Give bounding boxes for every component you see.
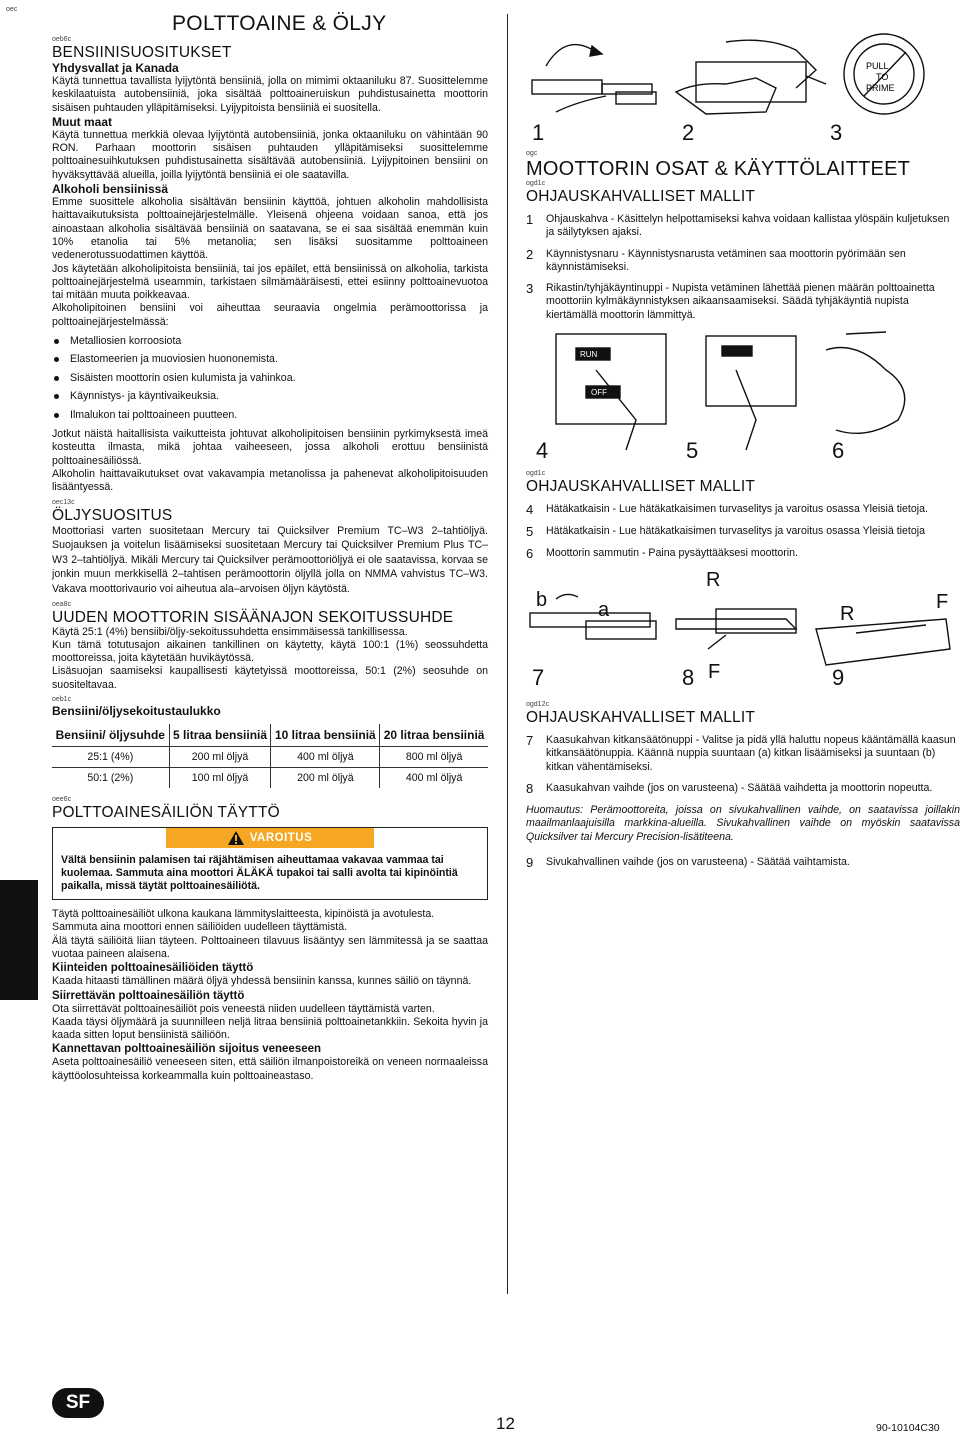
- list-item: [526, 282, 960, 322]
- paragraph: Kun tämä totutusajon aikainen tankillinen on käytetty, käytä 100:1 (1%) seossuhdetta moottoreissa, joita käytetään huvikäytössä.: [52, 638, 488, 665]
- item-text: Moottorin sammutin - Paina pysäyttääksesi moottorin.: [546, 547, 798, 560]
- throttle-illustration: [526, 569, 960, 701]
- list-item: Elastomeerien ja muoviosien huononemista.: [52, 350, 488, 368]
- item-number: 9: [526, 854, 534, 870]
- prime-label: PRIME: [866, 83, 895, 93]
- off-label: OFF: [591, 388, 607, 398]
- mix-table: [52, 724, 488, 788]
- subsection-title: OHJAUSKAHVALLISET MALLIT: [526, 709, 756, 727]
- warning-triangle-icon: [228, 831, 244, 845]
- figure-label: 7: [532, 665, 545, 691]
- table-cell: 50:1 (2%): [52, 768, 169, 789]
- table-header: 20 litraa bensiiniä: [380, 724, 488, 747]
- list-item: [526, 248, 960, 275]
- paragraph: Käytä 25:1 (4%) bensiibi/öljy-sekoitussuhdetta ensimmäisessä tankillisessa.: [52, 625, 408, 638]
- run-label: RUN: [580, 350, 598, 360]
- item-number: 2: [526, 246, 534, 262]
- gear-label: F: [936, 591, 949, 614]
- item-text: Rikastin/tyhjäkäyntinuppi - Nupista vetäminen lähettää pienen määrän polttoainetta moottoriin kylmäkäynnistyksen aikaansaamiseksi. Säädä tyhjäkäyntiä nupista kiertämällä moottorin lämmittyä.: [546, 282, 935, 321]
- section-code: oee6c: [52, 796, 72, 804]
- item-number: 4: [526, 502, 534, 518]
- stop-switch-illustration: [526, 330, 960, 470]
- paragraph: Täytä polttoainesäiliöt ulkona kaukana lämmityslaitteesta, kipinöistä ja avotulesta.: [52, 908, 435, 921]
- item-text: Kaasukahvan kitkansäätönuppi - Valitse ja pidä yllä haluttu nopeus kääntämällä kaasun kitkansäätönuppia. Käännä nuppia suuntaan (a) kitkan lisäämiseksi ja suuntaan (b) kitkan vähentämiseksi.: [546, 734, 956, 773]
- list-item: [526, 547, 960, 561]
- page-title: POLTTOAINE & ÖLJY: [172, 12, 387, 35]
- page-number: 12: [496, 1414, 515, 1433]
- gear-label: R: [840, 603, 855, 626]
- list-item: Metalliosien korroosiota: [52, 332, 488, 350]
- paragraph: Aseta polttoainesäiliö veneeseen siten, että säiliön ilmanpoistoreikä on veneen normaaleissa käyttöolosuhteissa korkeammalla kuin polttoaineastaso.: [52, 1056, 488, 1082]
- list-item: [526, 213, 960, 240]
- page-code: oec: [6, 6, 18, 13]
- paragraph: Alkoholipitoinen bensiini voi aiheuttaa seuraavia ongelmia perämoottorissa ja polttoainejärjestelmässä:: [52, 302, 488, 328]
- item-text: Käynnistysnaru - Käynnistysnarusta vetäminen saa moottorin pyörimään sen käynnistämiseksi.: [546, 247, 906, 273]
- warning-text: Vältä bensiinin palamisen tai räjähtämisen aiheuttamaa vakavaa vammaa tai kuolemaa. Sammuta aina moottori ÄLÄKÄ tupakoi tai salli avolta tai kipinöintiä paikalla, missä täytät polttoainesäiliötä.: [61, 854, 458, 893]
- section-code: ogc: [526, 150, 538, 157]
- item-text: Hätäkatkaisin - Lue hätäkatkaisimen turvaselitys ja varoitus osassa Yleisiä tietoja.: [546, 503, 928, 516]
- table-cell: 200 ml öljyä: [271, 768, 380, 789]
- paragraph: Alkoholin haittavaikutukset ovat vakavampia metanolissa ja pahenevat alkoholipitoisuuden lisääntyessä.: [52, 467, 488, 494]
- figure-controls-2: [526, 330, 960, 470]
- prime-label: TO: [876, 72, 889, 82]
- subsection-title: OHJAUSKAHVALLISET MALLIT: [526, 188, 756, 205]
- section-title-tank-filling: POLTTOAINESÄILIÖN TÄYTTÖ: [52, 804, 280, 822]
- paragraph: Kaada täysi öljymäärä ja suunnilleen neljä litraa bensiiniä polttoainetankkiin. Sekoita hyvin ja kaada sitten loput bensiinistä säiliöön.: [52, 1015, 488, 1042]
- paragraph: Käytä tunnettua merkkiä olevaa lyijytöntä autobensiiniä, jonka oktaaniluku on vähintään 90 RON. Parhaan moottorin sisäisen puhtauden ylläpitämiseksi suosittelemme polttoainesuihkutuksen puhdistusainetta sisältävää autobensiiniä. Lyijypitoinen bensiini on hyväksyttävää alueilla, joilla lyijytöntä bensiiniä ei ole saatavilla.: [52, 128, 488, 181]
- subheading-tank-placement: Kannettavan polttoainesäiliön sijoitus veneeseen: [52, 1043, 322, 1056]
- figure-label: 2: [682, 120, 695, 145]
- column-divider: [507, 14, 508, 1294]
- table-row: [52, 768, 488, 789]
- section-code: oec13c: [52, 498, 75, 506]
- item-list-b: [526, 503, 960, 561]
- item-text: Sivukahvallinen vaihde (jos on varusteena) - Säätää vaihtamista.: [546, 855, 850, 868]
- section-title-break-in: UUDEN MOOTTORIN SISÄÄNAJON SEKOITUSSUHDE: [52, 608, 454, 626]
- subheading-usa-canada: Yhdysvallat ja Kanada: [52, 61, 179, 75]
- figure-label: 5: [686, 438, 699, 464]
- warning-header: [166, 828, 374, 848]
- prime-label: [866, 61, 889, 71]
- section-code: ogd1c: [526, 180, 546, 187]
- section-title-parts: MOOTTORIN OSAT & KÄYTTÖLAITTEET: [526, 158, 911, 180]
- paragraph: Sammuta aina moottori ennen säiliöiden uudelleen täyttämistä.: [52, 921, 348, 934]
- section-code: ogd12c: [526, 701, 549, 709]
- list-item: [526, 734, 960, 774]
- list-item: [526, 503, 960, 517]
- item-number: 5: [526, 524, 534, 540]
- list-item: Ilmalukon tai polttoaineen puutteen.: [52, 406, 488, 424]
- subheading-other-countries: Muut maat: [52, 114, 112, 129]
- section-title-oil: ÖLJYSUOSITUS: [52, 506, 173, 524]
- item-number: 1: [526, 212, 534, 227]
- list-item: [526, 525, 960, 539]
- gear-label: R: [706, 569, 721, 592]
- language-badge: SF: [52, 1388, 104, 1418]
- item-text: Ohjauskahva - Käsittelyn helpottamiseksi kahva voidaan kallistaa ylöspäin kuljetuksen ja säilytyksen ajaksi.: [546, 213, 950, 239]
- item-text: Hätäkatkaisin - Lue hätäkatkaisimen turvaselitys ja varoitus osassa Yleisiä tietoja: [546, 525, 926, 538]
- direction-label: a: [598, 599, 610, 622]
- paragraph: Emme suosittele alkoholia sisältävän bensiinin käyttöä, johtuen alkoholin mahdollisista haittavaikutuksista polttoainejärjestelmälle. Yleisenä ohjeena voidaan sanoa, että jos ainoastaan alkoholia sisältävää bensiiniä on saatavana, se ei saa sisältää enemmän kuin 10% etanolia tai 5% metanolia; sen lisäksi suositamme polttoaineen vedenerotussuodattimen käyttöä.: [52, 196, 488, 262]
- subheading-portable-tanks: Siirrettävän polttoainesäiliön täyttö: [52, 989, 245, 1002]
- paragraph: Jotkut näistä haitallisista vaikutteista johtuvat alkoholipitoisen bensiinin pyrkimyksestä imeä kosteutta ilmasta, mikä johtaa vaiheeseen, jossa alkoholi erottuu bensiinistä polttoainesäiliössä.: [52, 428, 488, 467]
- item-number: 7: [526, 733, 534, 749]
- list-item: [526, 782, 960, 796]
- table-row: [52, 747, 488, 768]
- list-item: Sisäisten moottorin osien kulumista ja vahinkoa.: [52, 369, 488, 387]
- paragraph: Kaada hitaasti tämällinen määrä öljyä yhdessä bensiinin kanssa, kunnes säiliö on täynnä.: [52, 975, 472, 988]
- section-tab: [0, 880, 38, 1000]
- figure-label: 1: [532, 120, 545, 145]
- right-column: [526, 22, 960, 878]
- paragraph: Älä täytä säiliöitä liian täyteen. Polttoaineen tilavuus lisääntyy sen lämmitessä ja se saattaa vuotaa paineen alaisena.: [52, 934, 488, 960]
- prime-word: PULL: [866, 61, 889, 71]
- left-column: [52, 36, 488, 1083]
- subsection-title: OHJAUSKAHVALLISET MALLIT: [526, 478, 756, 496]
- list-item: Käynnistys- ja käyntivaikeuksia.: [52, 387, 488, 405]
- table-cell: 100 ml öljyä: [169, 768, 271, 789]
- list-item: [526, 856, 960, 870]
- table-header: 5 litraa bensiiniä: [169, 724, 271, 747]
- gear-label: F: [708, 661, 721, 684]
- table-cell: 200 ml öljyä: [169, 747, 271, 768]
- section-code: oeb6c: [52, 36, 72, 43]
- figure-label: 8: [682, 665, 695, 691]
- table-title: Bensiini/öljysekoitustaulukko: [52, 704, 221, 719]
- table-cell: 800 ml öljyä: [380, 747, 488, 768]
- note: Huomautus: Perämoottoreita, joissa on sivukahvallinen vaihde, on saatavissa joillakin maailmanlaajuisilla markkina-alueilla. Sivukahvallinen vaihde on myöskin saatavissa Quicksilver tai Mercury Precision-lisätiteena.: [526, 803, 960, 843]
- bullet-list: [52, 332, 488, 424]
- section-code: oeb1c: [52, 696, 72, 704]
- subheading-fixed-tanks: Kiinteiden polttoainesäiliöiden täyttö: [52, 962, 254, 975]
- item-list-a: [526, 213, 960, 322]
- table-header: Bensiini/ öljysuhde: [55, 728, 165, 743]
- figure-label: 4: [536, 438, 549, 464]
- item-number: 8: [526, 780, 534, 796]
- table-cell: 400 ml öljyä: [380, 768, 488, 789]
- warning-label: VAROITUS: [249, 832, 313, 845]
- item-text: Kaasukahvan vaihde (jos on varusteena) - Säätää vaihdetta ja moottorin nopeutta.: [546, 781, 933, 794]
- paragraph: Käytä tunnettua tavallista lyijytöntä bensiiniä, jolla on mimimi oktaaniluku 87. Suosittelemme keskilaatuista autobensiiniä, joka sisältää polttoaineruiskun puhdistusainetta moottorin sisäisen puhtauden ylläpitämiseksi. Lyijypitoista bensiiniä ei suositella.: [52, 75, 488, 114]
- table-cell: 25:1 (4%): [52, 747, 169, 768]
- section-code: oea8c: [52, 600, 72, 608]
- paragraph: Moottoriasi varten suositetaan Mercury tai Quicksilver Premium TC–W3 2–tahtiöljyä. Suojauksen ja voitelun lisäämiseksi suositetaan Mercury tai Quicksilver Premium Plus TC–W3 2–tahtiöljyä. Mikäli Mercury tai Quicksilver perämoottoriöljyä ei ole saatavissa, korvaa se jonkin muun merkkisellä 2–tahtisen perämoottorin öljyllä jolla on NMMA vahvistus TC–W3. Vakava moottorivaurio voi aiheutua ala–arvoisen öljyn käytöstä.: [52, 524, 488, 595]
- figure-label: 3: [830, 120, 843, 145]
- table-cell: 400 ml öljyä: [271, 747, 380, 768]
- paragraph: Lisäsuojan saamiseksi kaupallisesti käytetyissä moottoreissa, 50:1 (2%) seosuhde on suositeltavaa.: [52, 665, 488, 691]
- figure-controls-3: [526, 569, 960, 701]
- figure-label: 6: [832, 438, 845, 464]
- section-title-gasoline: BENSIINISUOSITUKSET: [52, 44, 232, 61]
- item-list-c: [526, 734, 960, 796]
- direction-label: b: [536, 589, 548, 612]
- subheading-alcohol: Alkoholi bensiinissä: [52, 182, 169, 197]
- paragraph: Ota siirrettävät polttoainesäiliöt pois veneestä niiden uudelleen täyttämistä varten.: [52, 1002, 435, 1015]
- document-number: 90-10104C30: [876, 1422, 940, 1434]
- section-code: ogd1c: [526, 470, 546, 478]
- figure-controls-1: [526, 22, 960, 150]
- figure-label: 9: [832, 665, 845, 691]
- table-header: 10 litraa bensiiniä: [271, 724, 380, 747]
- paragraph: Jos käytetään alkoholipitoista bensiiniä, tai jos epäilet, että bensiinissä on alkoholia, tarkista polttoainejärjestelmä useammin, tarkistaen silmämääräisesti, ettei esiinny polttoainevuotoa tai mitään muuta poikkeavaa.: [52, 262, 488, 302]
- item-number: 3: [526, 281, 534, 297]
- item-number: 6: [526, 546, 534, 562]
- warning-box: [52, 827, 488, 900]
- tiller-handle-illustration: [526, 22, 960, 150]
